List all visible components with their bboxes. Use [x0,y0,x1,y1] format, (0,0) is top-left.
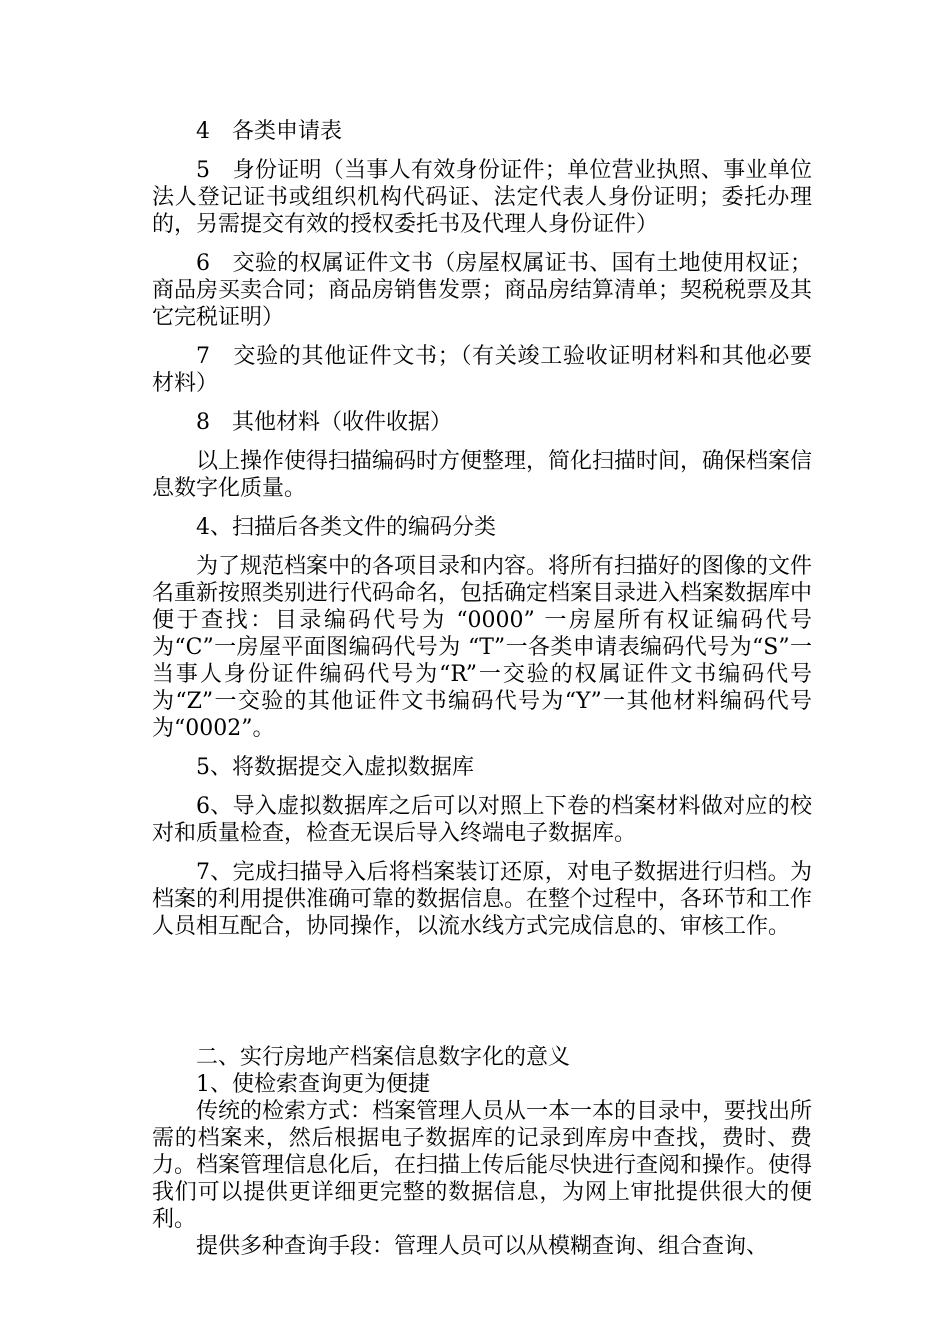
document-page [152,118,812,1260]
paragraph-item-4: 4 各类申请表 [196,119,342,144]
paragraph-item-5: 5 身份证明（当事人有效身份证件；单位营业执照、事业单位法人登记证书或组织机构代码证、法定代表人身份证明；委托办理的，另需提交有效的授权委托书及代理人身份证件） [152,158,812,237]
section-heading-6: 6、导入虚拟数据库之后可以对照上下卷的档案材料做对应的校对和质量检查，检查无误后导入终端电子数据库。 [152,794,812,846]
paragraph-traditional-search: 传统的检索方式：档案管理人员从一本一本的目录中，要找出所需的档案来，然后根据电子数据库的记录到库房中查找，费时、费力。档案管理信息化后，在扫描上传后能尽快进行查阅和操作。使得我们可以提供更详细更完整的数据信息，为网上审批提供很大的便利。 [152,1099,813,1232]
section-heading-7: 7、完成扫描导入后将档案装订还原，对电子数据进行归档。为档案的利用提供准确可靠的数据信息。在整个过程中，各环节和工作人员相互配合，协同操作，以流水线方式完成信息的、审核工作。 [152,860,813,939]
paragraph-coding: 为了规范档案中的各项目录和内容。将所有扫描好的图像的文件名重新按照类别进行代码命名，包括确定档案目录进入档案数据库中便于查找：目录编码代号为 “0000” 一房屋所有权证编码代号为“C”一房屋平面图编码代号为 “T”一各类申请表编码代号为“S”一当事人身份证件编码代号为“R”一交验的权属证件文书编码代号为“Z”一交验的其他证件文书编码代号为“Y”一其他材料编码代号为“0002”。 [152,554,813,741]
subsection-heading-1: 1、使检索查询更为便捷 [196,1072,430,1097]
paragraph-item-7: 7 交验的其他证件文书；（有关竣工验收证明材料和其他必要材料） [152,344,812,396]
section-heading-4: 4、扫描后各类文件的编码分类 [196,515,496,540]
paragraph-item-8: 8 其他材料（收件收据） [196,410,452,435]
paragraph-query-methods: 提供多种查询手段：管理人员可以从模糊查询、组合查询、 [196,1234,769,1259]
paragraph-item-6: 6 交验的权属证件文书（房屋权属证书、国有土地使用权证；商品房买卖合同；商品房销售发票；商品房结算清单；契税税票及其它完税证明） [152,251,813,330]
section-heading-5: 5、将数据提交入虚拟数据库 [196,755,474,780]
paragraph-summary: 以上操作使得扫描编码时方便整理，简化扫描时间，确保档案信息数字化质量。 [152,449,813,501]
chapter-heading-2: 二、实行房地产档案信息数字化的意义 [196,1045,571,1070]
